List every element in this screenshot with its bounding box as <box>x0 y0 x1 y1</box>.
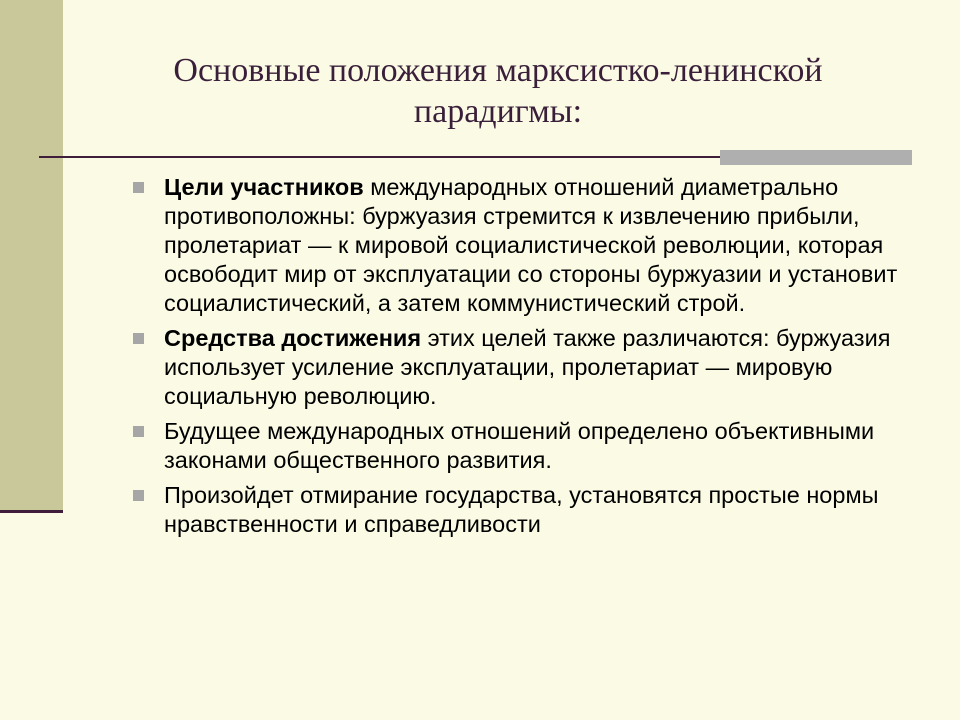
left-decor-line <box>0 510 63 513</box>
bullet-bold-text: Цели участников <box>164 174 364 200</box>
bullet-bold-text: Средства достижения <box>164 325 422 351</box>
bullet-text: международных отношений диаметрально противоположны: буржуазия стремится к извлечению прибыли, пролетариат — к мировой социалистической революции, которая освободит мир от эксплуатации со стороны буржуазии и установит социалистический, а затем коммунистический строй. <box>164 174 898 316</box>
square-bullet-icon <box>133 333 144 344</box>
square-bullet-icon <box>133 490 144 501</box>
slide-title <box>63 50 933 132</box>
square-bullet-icon <box>133 426 144 437</box>
bullet-text: Произойдет отмирание государства, установятся простые нормы нравственности и справедливости <box>164 482 879 537</box>
bullet-item <box>132 173 922 318</box>
bullet-item <box>132 324 922 411</box>
title-accent-bar <box>720 150 912 165</box>
bullet-text: Будущее международных отношений определено объективными законами общественного развития. <box>164 418 875 473</box>
slide-title-line-2: парадигмы: <box>413 93 583 130</box>
left-decor-band <box>0 0 63 510</box>
square-bullet-icon <box>133 182 144 193</box>
slide-title-line-1: Основные положения марксистко-ленинской <box>173 52 823 89</box>
bullet-item <box>132 417 922 475</box>
bullet-item <box>132 481 922 539</box>
bullet-list <box>132 173 922 545</box>
bullet-text: этих целей также различаются: буржуазия использует усиление эксплуатации, пролетариат — мировую социальную революцию. <box>164 325 891 409</box>
